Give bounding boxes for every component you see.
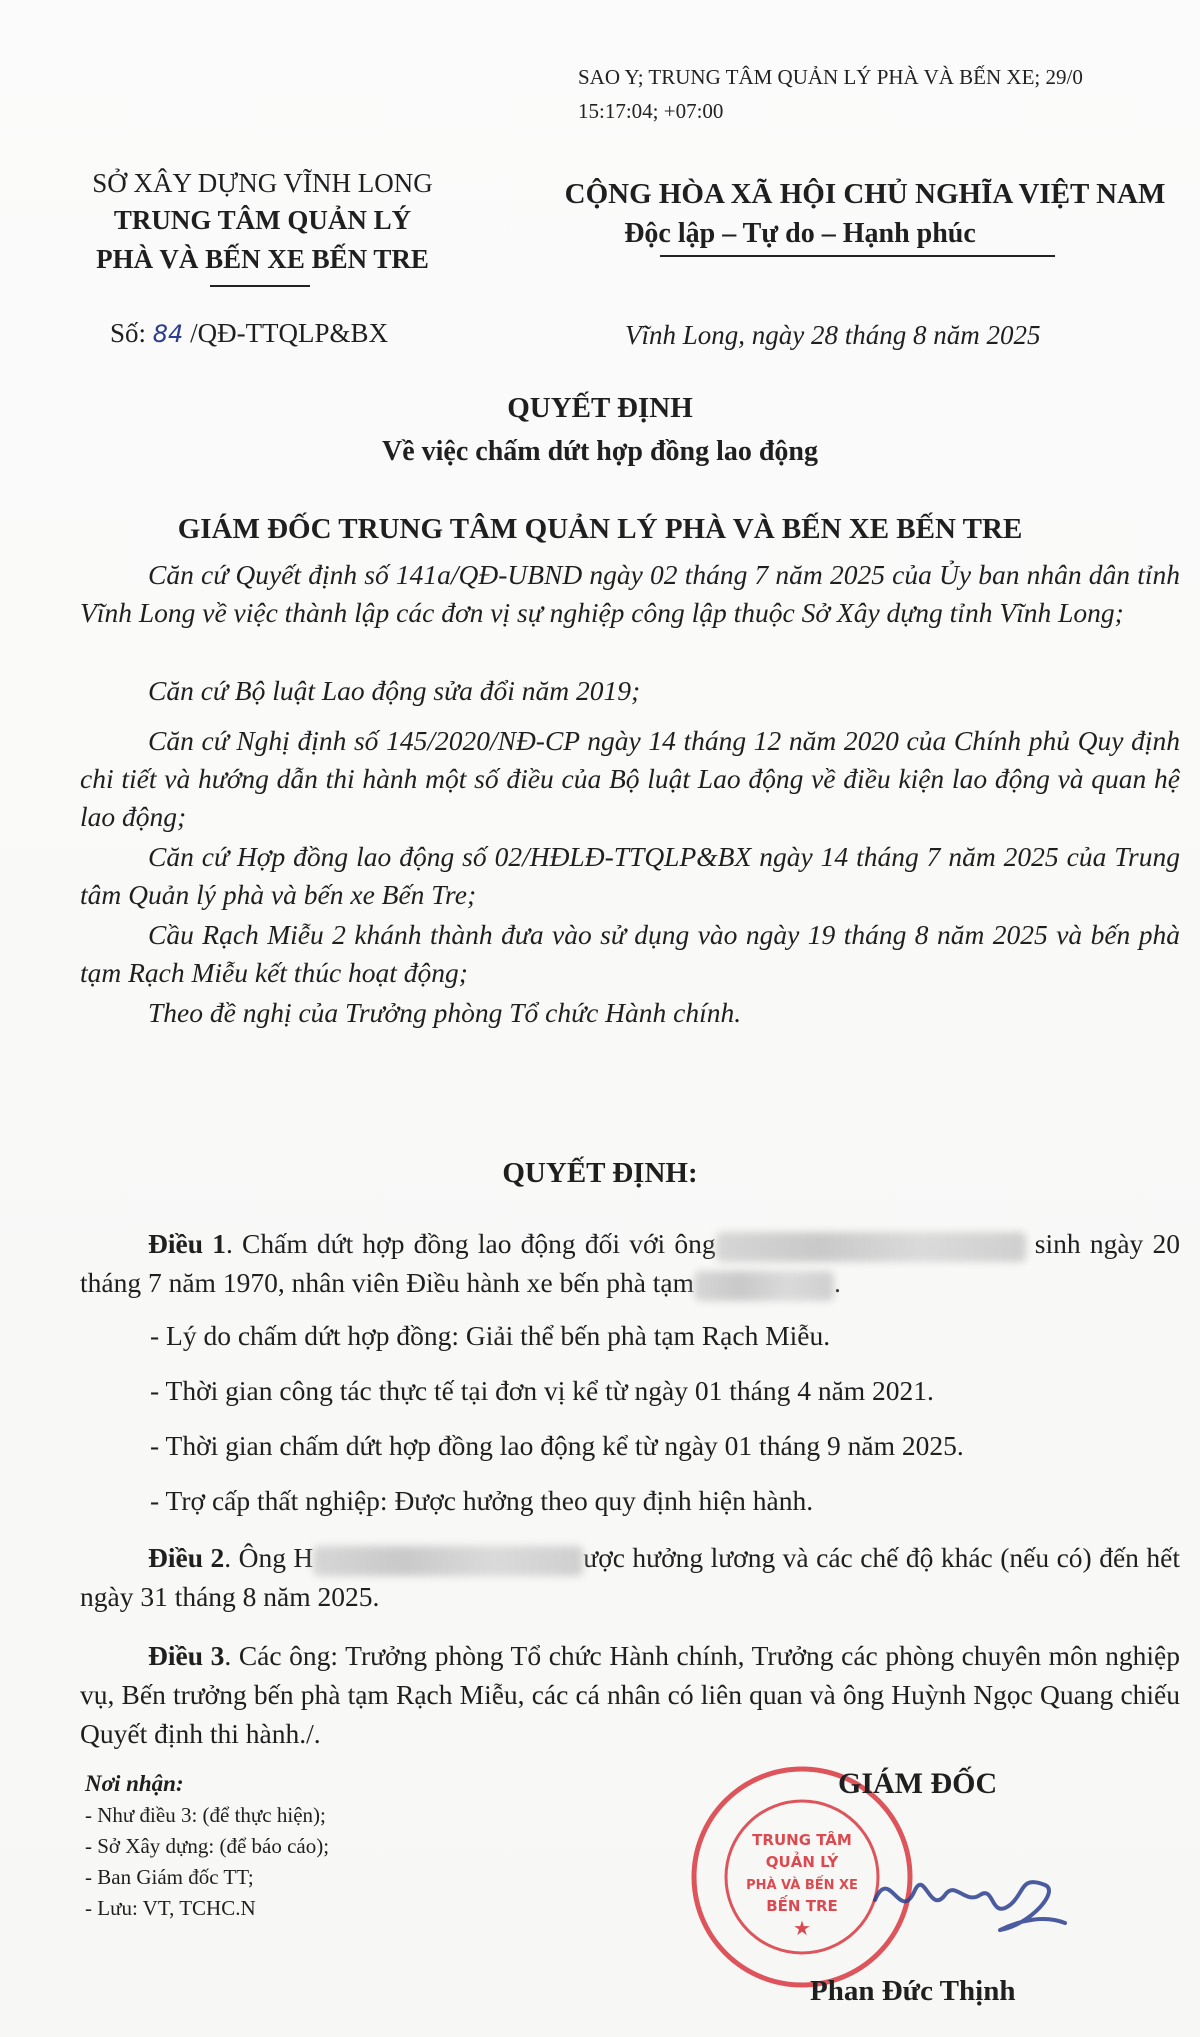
article-2 bbox=[80, 1538, 1180, 1616]
article-1-label: Điều 1 bbox=[148, 1228, 226, 1259]
basis-text: Cầu Rạch Miễu 2 khánh thành đưa vào sử dụng vào ngày 19 tháng 8 năm 2025 và bến phà tạm Rạch Miễu kết thúc hoạt động; bbox=[80, 919, 1180, 988]
bullet-service-time: - Thời gian công tác thực tế tại đơn vị kể từ ngày 01 tháng 4 năm 2021. bbox=[150, 1375, 934, 1406]
org-name-line1: TRUNG TÂM QUẢN LÝ bbox=[113, 205, 412, 235]
article-2-text: . Ông H bbox=[224, 1542, 314, 1573]
recipients-block: Nơi nhận: - Như điều 3: (để thực hiện); - Sở Xây dựng: (để báo cáo); - Ban Giám đốc TT; - Lưu: VT, TCHC.N bbox=[85, 1768, 329, 1924]
document-title: QUYẾT ĐỊNH bbox=[507, 392, 693, 424]
redacted-location bbox=[694, 1271, 834, 1301]
document-number bbox=[110, 318, 388, 349]
org-name-line2: PHÀ VÀ BẾN XE BẾN TRE bbox=[96, 244, 429, 274]
recipient-item: - Lưu: VT, TCHC.N bbox=[85, 1896, 256, 1920]
seal-text-line: PHÀ VÀ BẾN XE bbox=[746, 1878, 858, 1893]
doc-number-handwritten: 84 bbox=[152, 320, 184, 348]
doc-number-prefix: Số: bbox=[110, 318, 153, 348]
redacted-name bbox=[716, 1232, 1026, 1262]
basis-paragraph-1 bbox=[80, 556, 1180, 632]
copy-note-line1: SAO Y; TRUNG TÂM QUẢN LÝ PHÀ VÀ BẾN XE; 29/0 bbox=[578, 65, 1083, 89]
national-title: CỘNG HÒA XÃ HỘI CHỦ NGHĨA VIỆT NAM bbox=[564, 178, 1166, 210]
recipient-item: - Sở Xây dựng: (để báo cáo); bbox=[85, 1834, 330, 1858]
decision-heading: QUYẾT ĐỊNH: bbox=[502, 1157, 698, 1189]
basis-text: Căn cứ Hợp đồng lao động số 02/HĐLĐ-TTQLP&BX ngày 14 tháng 7 năm 2025 của Trung tâm Quản lý phà và bến xe Bến Tre; bbox=[80, 841, 1180, 910]
copy-note-line2: 15:17:04; +07:00 bbox=[578, 99, 724, 123]
org-underline bbox=[210, 285, 310, 287]
seal-text-line: QUẢN LÝ bbox=[765, 1853, 839, 1871]
seal-star-glyph: ★ bbox=[793, 1916, 811, 1940]
handwritten-signature bbox=[870, 1845, 1070, 1955]
basis-paragraph-2 bbox=[80, 672, 1180, 710]
basis-paragraph-6 bbox=[80, 994, 1180, 1032]
basis-text: Căn cứ Nghị định số 145/2020/NĐ-CP ngày 14 tháng 12 năm 2020 của Chính phủ Quy định chi tiết và hướng dẫn thi hành một số điều của Bộ luật Lao động về điều kiện lao động và quan hệ lao động; bbox=[80, 725, 1180, 832]
recipient-item: - Như điều 3: (để thực hiện); bbox=[85, 1803, 326, 1827]
issuing-authority: GIÁM ĐỐC TRUNG TÂM QUẢN LÝ PHÀ VÀ BẾN XE BẾN TRE bbox=[177, 513, 1023, 545]
bullet-termination-date: - Thời gian chấm dứt hợp đồng lao động kể từ ngày 01 tháng 9 năm 2025. bbox=[150, 1430, 964, 1461]
basis-paragraph-5 bbox=[80, 916, 1180, 992]
article-2-label: Điều 2 bbox=[148, 1542, 225, 1573]
basis-paragraph-3 bbox=[80, 722, 1180, 836]
document-date: Vĩnh Long, ngày 28 tháng 8 năm 2025 bbox=[625, 320, 1041, 350]
national-motto: Độc lập – Tự do – Hạnh phúc bbox=[624, 218, 976, 249]
doc-number-suffix: /QĐ-TTQLP&BX bbox=[183, 318, 389, 348]
article-1 bbox=[80, 1224, 1180, 1302]
article-1-text: . Chấm dứt hợp đồng lao động đối với ông bbox=[225, 1228, 716, 1259]
seal-text-line: BẾN TRE bbox=[766, 1897, 838, 1915]
signer-name: Phan Đức Thịnh bbox=[810, 1975, 1016, 2007]
copy-stamp-note bbox=[578, 60, 1083, 128]
recipient-item: - Ban Giám đốc TT; bbox=[85, 1865, 254, 1889]
basis-text: Theo đề nghị của Trưởng phòng Tổ chức Hành chính. bbox=[148, 997, 742, 1028]
bullet-reason: - Lý do chấm dứt hợp đồng: Giải thể bến phà tạm Rạch Miễu. bbox=[150, 1320, 831, 1351]
redacted-name bbox=[313, 1546, 583, 1576]
document-subject: Về việc chấm dứt hợp đồng lao động bbox=[381, 436, 819, 467]
org-parent-name: SỞ XÂY DỰNG VĨNH LONG bbox=[92, 168, 433, 198]
article-2-text-cont: ược hưởng lương và các chế độ khác (nếu có) đến hết ngày 31 tháng 8 năm 2025. bbox=[80, 1542, 1180, 1612]
seal-text-line: TRUNG TÂM bbox=[752, 1831, 852, 1849]
recipients-heading: Nơi nhận bbox=[85, 1771, 176, 1796]
basis-text: Căn cứ Quyết định số 141a/QĐ-UBND ngày 02 tháng 7 năm 2025 của Ủy ban nhân dân tỉnh Vĩnh Long về việc thành lập các đơn vị sự nghiệp công lập thuộc Sở Xây dựng tỉnh Vĩnh Long; bbox=[80, 559, 1180, 628]
signer-title: GIÁM ĐỐC bbox=[838, 1767, 998, 1800]
article-3-text: . Các ông: Trưởng phòng Tổ chức Hành chính, Trưởng các phòng chuyên môn nghiệp vụ, Bến trưởng bến phà tạm Rạch Miễu, các cá nhân có liên quan và ông Huỳnh Ngọc Quang chiếu Quyết định thi hành./. bbox=[80, 1640, 1181, 1749]
article-3-label: Điều 3 bbox=[148, 1640, 225, 1671]
bullet-unemployment: - Trợ cấp thất nghiệp: Được hưởng theo quy định hiện hành. bbox=[150, 1485, 814, 1516]
article-3 bbox=[80, 1636, 1180, 1753]
article-1-end: . bbox=[834, 1267, 841, 1298]
basis-text: Căn cứ Bộ luật Lao động sửa đổi năm 2019; bbox=[148, 675, 641, 706]
basis-paragraph-4 bbox=[80, 838, 1180, 914]
article-1-text-cont: sinh ngày 20 tháng 7 năm 1970, nhân viên Điều hành xe bến phà tạm bbox=[80, 1228, 1180, 1298]
motto-underline bbox=[660, 255, 1055, 257]
